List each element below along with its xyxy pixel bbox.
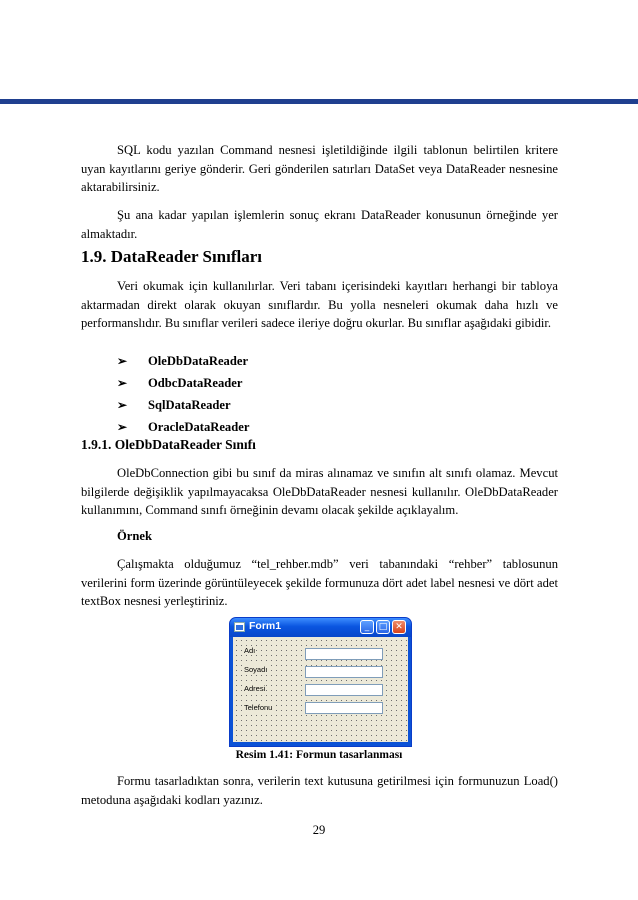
close-button[interactable]: ✕ (392, 620, 406, 634)
paragraph-oledbdatareader (81, 464, 558, 520)
paragraph-text: Şu ana kadar yapılan işlemlerin sonuç ekranı DataReader konusunun örneğinde yer almaktadır. (81, 208, 558, 241)
section-heading-datareader: 1.9. DataReader Sınıfları (81, 247, 263, 266)
label-adi[interactable]: Adı (244, 646, 256, 655)
datareader-class-list (117, 350, 249, 438)
arrow-bullet-icon: ➢ (117, 353, 128, 368)
paragraph-text: Formu tasarladıktan sonra, verilerin text kutusuna getirilmesi için formunuzun Load() metoduna aşağıdaki kodları yazınız. (81, 774, 558, 807)
form-icon (234, 622, 245, 632)
paragraph-text: Çalışmakta olduğumuz “tel_rehber.mdb” veri tabanındaki “rehber” tablosunun verilerini form üzerinde görüntüleyecek şekilde formunuza dört adet label nesnesi ve dört adet textBox nesnesi yerleştiriniz. (81, 557, 558, 608)
list-item (117, 416, 249, 438)
header-rule (0, 99, 638, 104)
label-adresi[interactable]: Adresi (244, 684, 266, 693)
window-title: Form1 (249, 620, 282, 632)
arrow-bullet-icon: ➢ (117, 419, 128, 434)
textbox-adi[interactable] (305, 648, 383, 660)
window-titlebar[interactable] (230, 618, 411, 637)
form-client-area (233, 637, 408, 742)
paragraph-text: Veri okumak için kullanılırlar. Veri tabanı içerisindeki kayıtları herhangi bir tabloya aktarmadan direkt olarak okuyan sınıflardır. Bu yolla nesneleri okumak daha hızlı ve performanslıdır. Bu sınıflar verileri sadece ileriye doğru okurlar. Bu sınıflar aşağıdaki gibidir. (81, 279, 558, 330)
list-item-label: OracleDataReader (148, 419, 250, 434)
form-designer-window (229, 617, 412, 747)
paragraph-load-method (81, 772, 558, 809)
arrow-bullet-icon: ➢ (117, 397, 128, 412)
subsection-heading-oledbdatareader: 1.9.1. OleDbDataReader Sınıfı (81, 437, 256, 452)
arrow-bullet-icon: ➢ (117, 375, 128, 390)
page-number: 29 (312, 823, 326, 837)
figure-caption: Resim 1.41: Formun tasarlanması (235, 749, 403, 761)
paragraph-command-result (81, 141, 558, 197)
label-telefonu[interactable]: Telefonu (244, 703, 273, 712)
list-item (117, 372, 249, 394)
textbox-telefonu[interactable] (305, 702, 383, 714)
maximize-button[interactable]: □ (376, 620, 390, 634)
textbox-soyadi[interactable] (305, 666, 383, 678)
example-heading: Örnek (117, 529, 152, 543)
list-item-label: OdbcDataReader (148, 375, 243, 390)
label-soyadi[interactable]: Soyadı (244, 665, 268, 674)
paragraph-example-instructions (81, 555, 558, 611)
list-item (117, 394, 249, 416)
list-item-label: SqlDataReader (148, 397, 231, 412)
paragraph-text: SQL kodu yazılan Command nesnesi işletildiğinde ilgili tablonun belirtilen kritere uyan kayıtlarını geriye gönderir. Geri gönderilen satırları DataSet veya DataReader nesnesine aktarabilirsiniz. (81, 143, 558, 194)
minimize-button[interactable]: _ (360, 620, 374, 634)
list-item-label: OleDbDataReader (148, 353, 249, 368)
paragraph-text: OleDbConnection gibi bu sınıf da miras alınamaz ve sınıfın alt sınıfı olamaz. Mevcut bilgilerde değişiklik yapılmayacaksa OleDbDataReader nesnesi kullanılır. OleDbDataReader kullanımını, Command sınıfı örneğinin devamı olacak şekilde açıklayalım. (81, 466, 558, 517)
list-item (117, 350, 249, 372)
paragraph-datareader-intro (81, 277, 558, 333)
textbox-adresi[interactable] (305, 684, 383, 696)
paragraph-screen-output (81, 206, 558, 243)
